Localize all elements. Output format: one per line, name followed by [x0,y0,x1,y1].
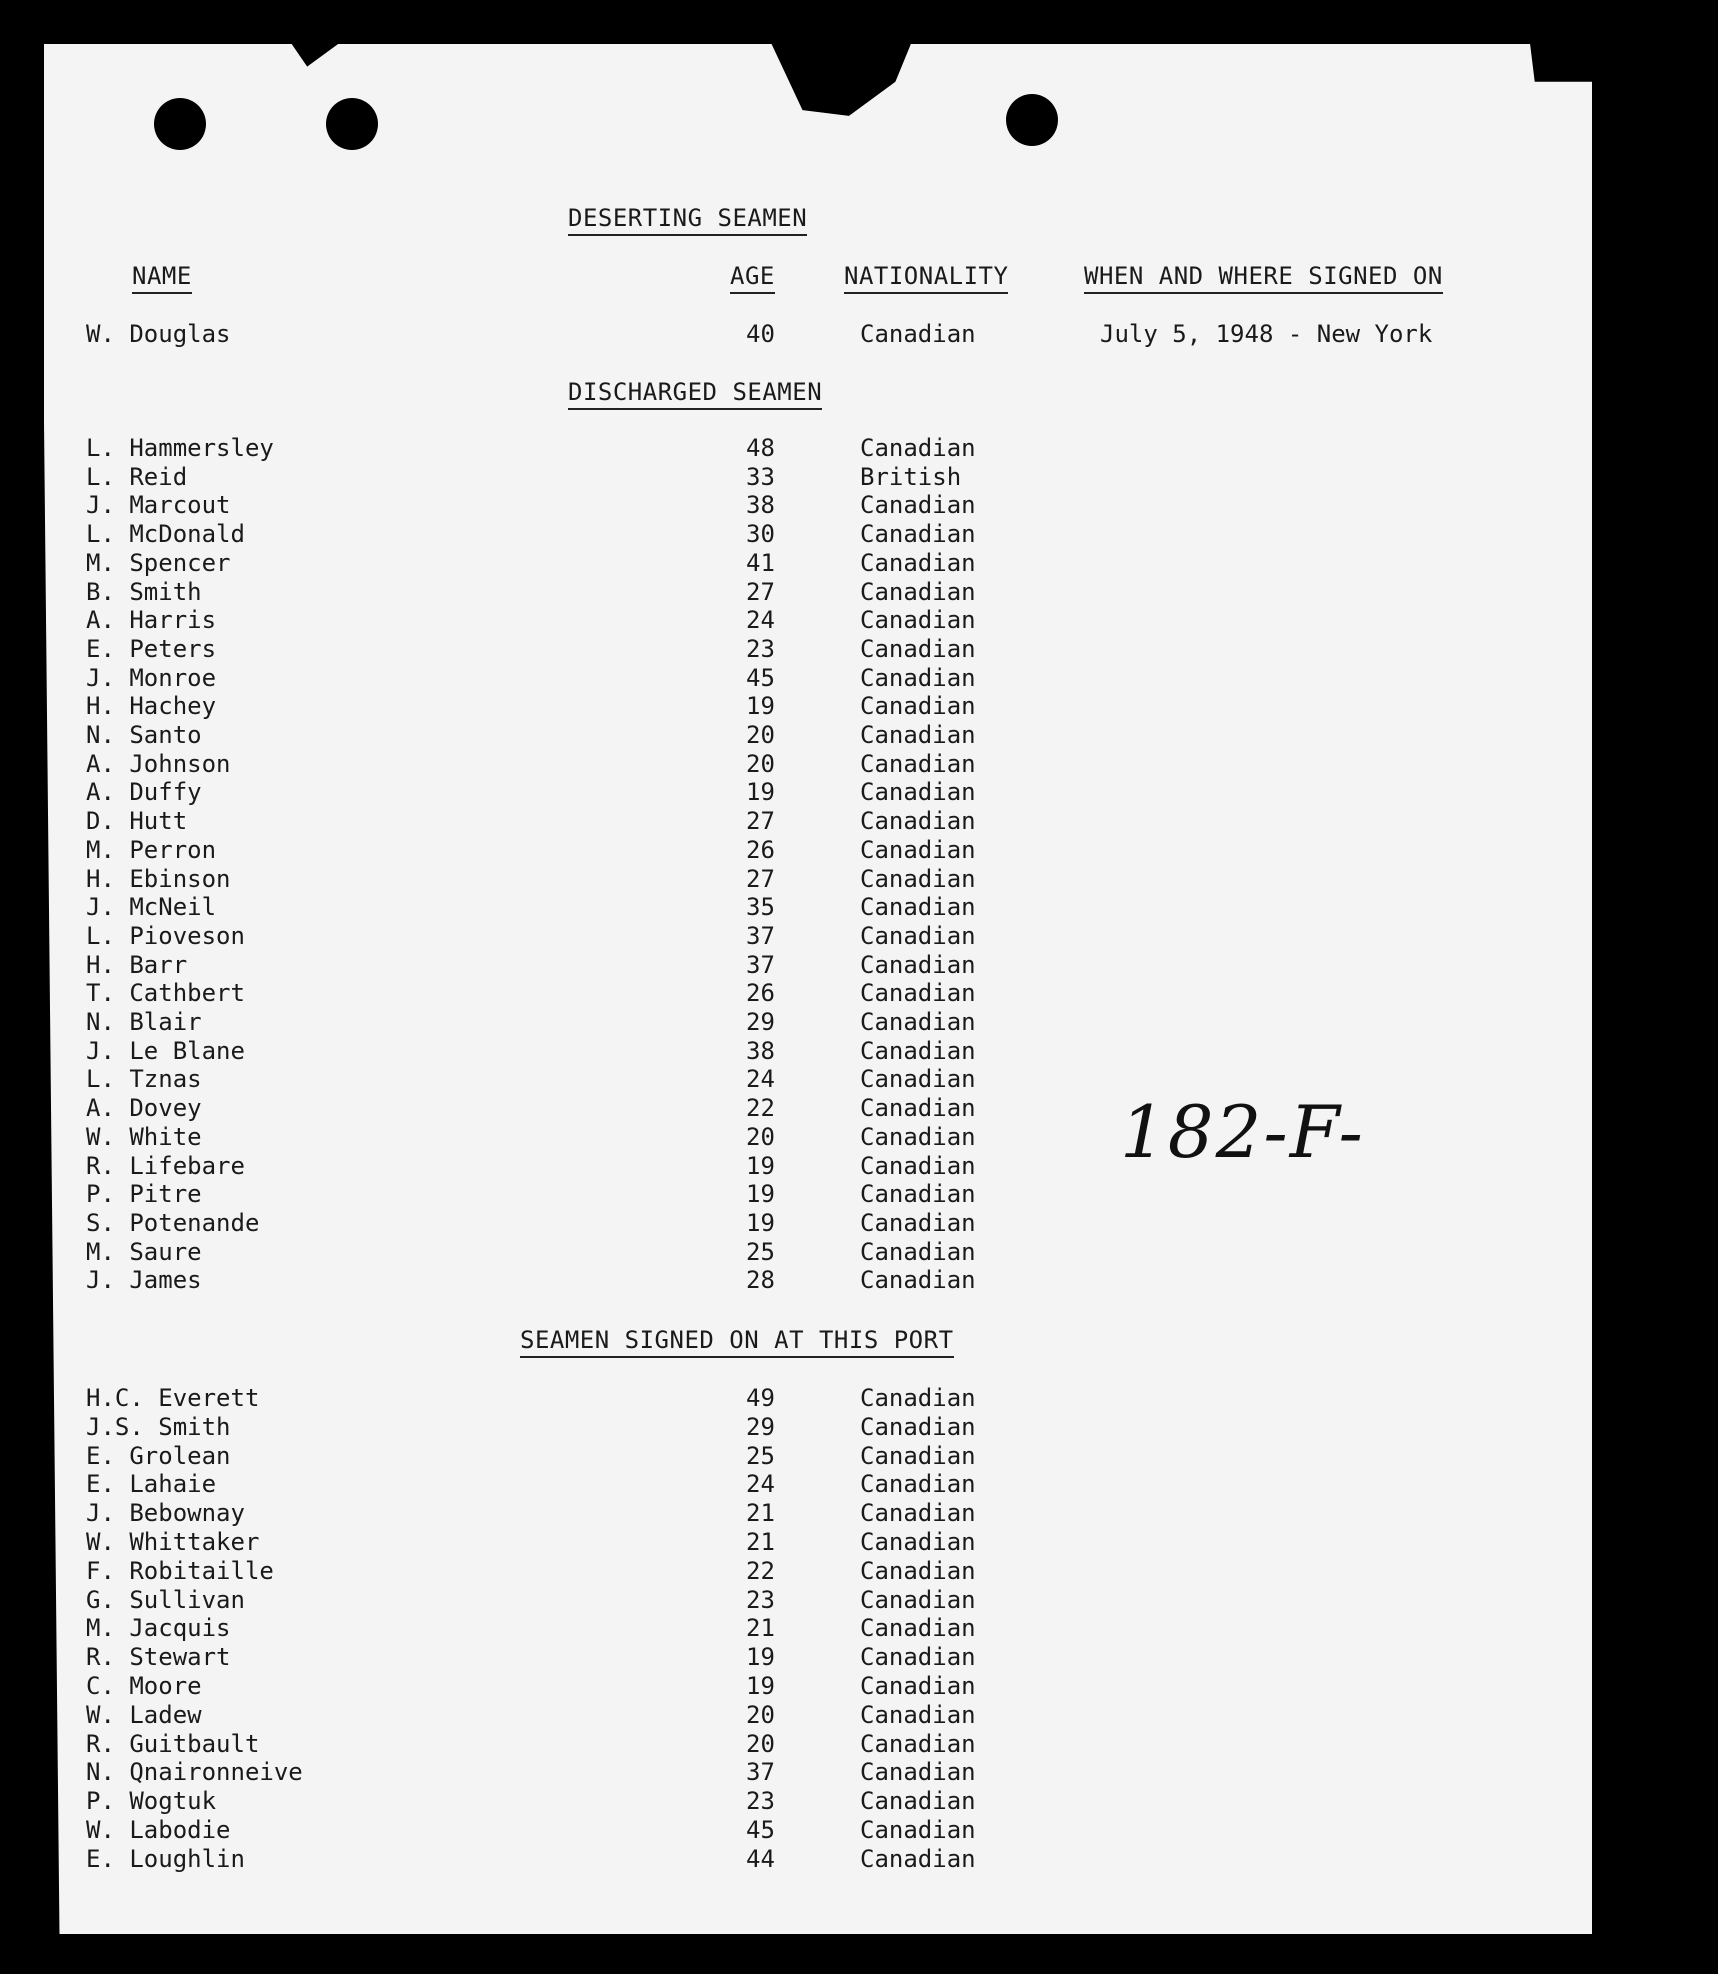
seaman-age: 27 [746,577,775,606]
seaman-age: 30 [746,520,775,549]
seaman-name: E. Grolean [86,1441,231,1470]
seaman-name: E. Loughlin [86,1844,245,1873]
seaman-name: A. Dovey [86,1094,202,1123]
seaman-nationality: Canadian [860,1065,976,1094]
seaman-name: B. Smith [86,577,202,606]
seaman-nationality: Canadian [860,1441,976,1470]
seaman-row [0,1845,1718,1873]
seaman-nationality: Canadian [860,606,976,635]
seaman-age: 19 [746,692,775,721]
seaman-age: 40 [746,320,775,348]
seaman-nationality: Canadian [860,1499,976,1528]
seaman-nationality: Canadian [860,721,976,749]
seaman-age: 19 [746,1643,775,1672]
seaman-nationality: Canadian [860,1266,976,1295]
seaman-nationality: Canadian [860,1384,976,1412]
seaman-nationality: Canadian [860,1122,976,1151]
seaman-nationality: British [860,462,962,491]
seaman-row [0,1238,1718,1266]
seaman-row [0,979,1718,1007]
seaman-nationality: Canadian [860,1816,976,1844]
seaman-nationality: Canadian [860,634,976,663]
seaman-name: W. Ladew [86,1700,202,1729]
age-column-header: AGE [730,262,775,294]
punch-hole-middle [326,98,378,150]
seaman-name: A. Duffy [86,778,202,807]
seaman-row [0,836,1718,864]
seaman-age: 20 [746,1729,775,1758]
seaman-name: C. Moore [86,1672,202,1700]
seaman-age: 20 [746,721,775,749]
seaman-name: F. Robitaille [86,1556,274,1585]
seaman-name: L. Tznas [86,1065,202,1094]
seaman-row [0,1442,1718,1470]
seaman-nationality: Canadian [860,1844,976,1873]
seaman-nationality: Canadian [860,950,976,979]
seaman-nationality: Canadian [860,1700,976,1729]
seaman-nationality: Canadian [860,835,976,864]
seaman-nationality: Canadian [860,1758,976,1787]
seaman-row [0,463,1718,491]
seaman-nationality: Canadian [860,893,976,922]
seaman-row [0,578,1718,606]
seaman-nationality: Canadian [860,1787,976,1816]
seaman-age: 22 [746,1556,775,1585]
seaman-name: W. Douglas [86,320,231,348]
seaman-nationality: Canadian [860,1729,976,1758]
seaman-age: 24 [746,1065,775,1094]
seaman-name: M. Jacquis [86,1614,231,1643]
seaman-nationality: Canadian [860,1643,976,1672]
seaman-nationality: Canadian [860,1585,976,1614]
seaman-row [0,1701,1718,1729]
signed-on-when-where: July 5, 1948 - New York [1100,320,1433,348]
seaman-nationality: Canadian [860,1672,976,1700]
seaman-age: 19 [746,1180,775,1209]
seaman-row [0,1384,1718,1412]
seaman-row [0,635,1718,663]
seaman-age: 45 [746,663,775,692]
seaman-row [0,1586,1718,1614]
seaman-age: 19 [746,1672,775,1700]
seaman-age: 23 [746,634,775,663]
seaman-nationality: Canadian [860,1008,976,1036]
seaman-age: 20 [746,749,775,778]
seaman-age: 20 [746,1122,775,1151]
seaman-age: 19 [746,1208,775,1237]
seaman-name: L. Pioveson [86,921,245,950]
seaman-row [0,1499,1718,1527]
seaman-row [0,1413,1718,1441]
seaman-nationality: Canadian [860,921,976,950]
seaman-nationality: Canadian [860,1556,976,1585]
seaman-age: 23 [746,1585,775,1614]
seaman-age: 44 [746,1844,775,1873]
discharged-seamen-title: DISCHARGED SEAMEN [568,378,822,410]
seaman-name: L. McDonald [86,520,245,549]
signed-on-seamen-title: SEAMEN SIGNED ON AT THIS PORT [520,1326,954,1358]
seaman-row [0,491,1718,519]
seaman-age: 45 [746,1816,775,1844]
seaman-age: 26 [746,835,775,864]
seaman-nationality: Canadian [860,749,976,778]
seaman-age: 37 [746,921,775,950]
seaman-name: M. Spencer [86,548,231,577]
seaman-nationality: Canadian [860,577,976,606]
punch-hole-right [1006,94,1058,146]
seaman-age: 29 [746,1412,775,1441]
seaman-name: G. Sullivan [86,1585,245,1614]
seaman-row [0,1758,1718,1786]
seaman-name: J. Monroe [86,663,217,692]
seaman-age: 35 [746,893,775,922]
seaman-name: S. Potenande [86,1208,260,1237]
seaman-name: E. Peters [86,634,217,663]
seaman-nationality: Canadian [860,692,976,721]
seaman-age: 23 [746,1787,775,1816]
seaman-name: J. Bebownay [86,1499,245,1528]
seaman-row [0,1180,1718,1208]
seaman-age: 21 [746,1528,775,1556]
seaman-row [0,1787,1718,1815]
seaman-age: 37 [746,1758,775,1787]
seaman-row [0,1123,1718,1151]
seaman-name: R. Stewart [86,1643,231,1672]
seaman-nationality: Canadian [860,807,976,836]
seaman-nationality: Canadian [860,979,976,1008]
seaman-row [0,1528,1718,1556]
seaman-name: N. Qnaironneive [86,1758,303,1787]
seaman-name: J. Le Blane [86,1036,245,1065]
seaman-nationality: Canadian [860,1412,976,1441]
seaman-nationality: Canadian [860,320,976,348]
seaman-nationality: Canadian [860,520,976,549]
seaman-name: H. Hachey [86,692,217,721]
seaman-age: 21 [746,1614,775,1643]
seaman-row [0,434,1718,462]
seaman-nationality: Canadian [860,1180,976,1209]
seaman-nationality: Canadian [860,1208,976,1237]
seaman-row [0,1557,1718,1585]
seaman-age: 49 [746,1384,775,1412]
seaman-nationality: Canadian [860,1528,976,1556]
seaman-name: L. Hammersley [86,434,274,462]
seaman-row [0,1094,1718,1122]
seaman-name: T. Cathbert [86,979,245,1008]
seaman-nationality: Canadian [860,663,976,692]
seaman-row [0,721,1718,749]
seaman-name: E. Lahaie [86,1470,217,1499]
seaman-row [0,1008,1718,1036]
seaman-age: 26 [746,979,775,1008]
seaman-row [0,922,1718,950]
seaman-age: 19 [746,778,775,807]
seaman-row [0,1065,1718,1093]
seaman-age: 28 [746,1266,775,1295]
seaman-age: 27 [746,864,775,893]
handwritten-note: 182-F- [1120,1090,1365,1174]
seaman-name: J. McNeil [86,893,217,922]
seaman-age: 33 [746,462,775,491]
seaman-row [0,692,1718,720]
seaman-age: 24 [746,1470,775,1499]
seaman-row [0,1816,1718,1844]
seaman-nationality: Canadian [860,491,976,520]
seaman-name: N. Blair [86,1008,202,1036]
seaman-age: 22 [746,1094,775,1123]
seaman-age: 48 [746,434,775,462]
seaman-row [0,1730,1718,1758]
seaman-row [0,1266,1718,1294]
seaman-name: M. Saure [86,1237,202,1266]
seaman-row [0,1643,1718,1671]
seaman-name: M. Perron [86,835,217,864]
punch-hole-left [154,98,206,150]
seaman-age: 20 [746,1700,775,1729]
seaman-name: N. Santo [86,721,202,749]
seaman-nationality: Canadian [860,1237,976,1266]
seaman-name: L. Reid [86,462,188,491]
seaman-name: W. Labodie [86,1816,231,1844]
seaman-name: J. James [86,1266,202,1295]
seaman-nationality: Canadian [860,864,976,893]
seaman-nationality: Canadian [860,1151,976,1180]
seaman-name: A. Johnson [86,749,231,778]
seaman-age: 38 [746,491,775,520]
seaman-age: 25 [746,1441,775,1470]
seaman-name: W. Whittaker [86,1528,260,1556]
seaman-age: 38 [746,1036,775,1065]
seaman-age: 24 [746,606,775,635]
seaman-age: 21 [746,1499,775,1528]
seaman-age: 37 [746,950,775,979]
seaman-nationality: Canadian [860,1470,976,1499]
seaman-name: H. Barr [86,950,188,979]
seaman-row [0,606,1718,634]
seaman-name: J.S. Smith [86,1412,231,1441]
seaman-age: 27 [746,807,775,836]
seaman-row [0,1672,1718,1700]
seaman-row [0,1209,1718,1237]
seaman-nationality: Canadian [860,434,976,462]
seaman-row [0,865,1718,893]
seaman-row [0,778,1718,806]
seaman-name: W. White [86,1122,202,1151]
seaman-name: D. Hutt [86,807,188,836]
seaman-age: 25 [746,1237,775,1266]
seaman-row [0,893,1718,921]
seaman-row [0,750,1718,778]
seaman-nationality: Canadian [860,548,976,577]
seaman-name: H.C. Everett [86,1384,260,1412]
seaman-age: 19 [746,1151,775,1180]
seaman-name: H. Ebinson [86,864,231,893]
seaman-name: P. Wogtuk [86,1787,217,1816]
seaman-name: J. Marcout [86,491,231,520]
seaman-row [0,1152,1718,1180]
seaman-row [0,520,1718,548]
seaman-row [0,807,1718,835]
seaman-name: A. Harris [86,606,217,635]
name-column-header: NAME [132,262,192,294]
seaman-name: R. Lifebare [86,1151,245,1180]
seaman-nationality: Canadian [860,1614,976,1643]
seaman-row [0,951,1718,979]
seaman-row [0,1470,1718,1498]
seaman-row [0,1037,1718,1065]
deserting-row [0,320,1718,348]
seaman-nationality: Canadian [860,1036,976,1065]
seaman-row [0,549,1718,577]
seaman-row [0,664,1718,692]
deserting-seamen-title: DESERTING SEAMEN [568,204,807,236]
seaman-nationality: Canadian [860,1094,976,1123]
nationality-column-header: NATIONALITY [844,262,1008,294]
seaman-age: 29 [746,1008,775,1036]
seaman-nationality: Canadian [860,778,976,807]
seaman-name: P. Pitre [86,1180,202,1209]
seaman-age: 41 [746,548,775,577]
seaman-row [0,1614,1718,1642]
when-where-column-header: WHEN AND WHERE SIGNED ON [1084,262,1443,294]
seaman-name: R. Guitbault [86,1729,260,1758]
